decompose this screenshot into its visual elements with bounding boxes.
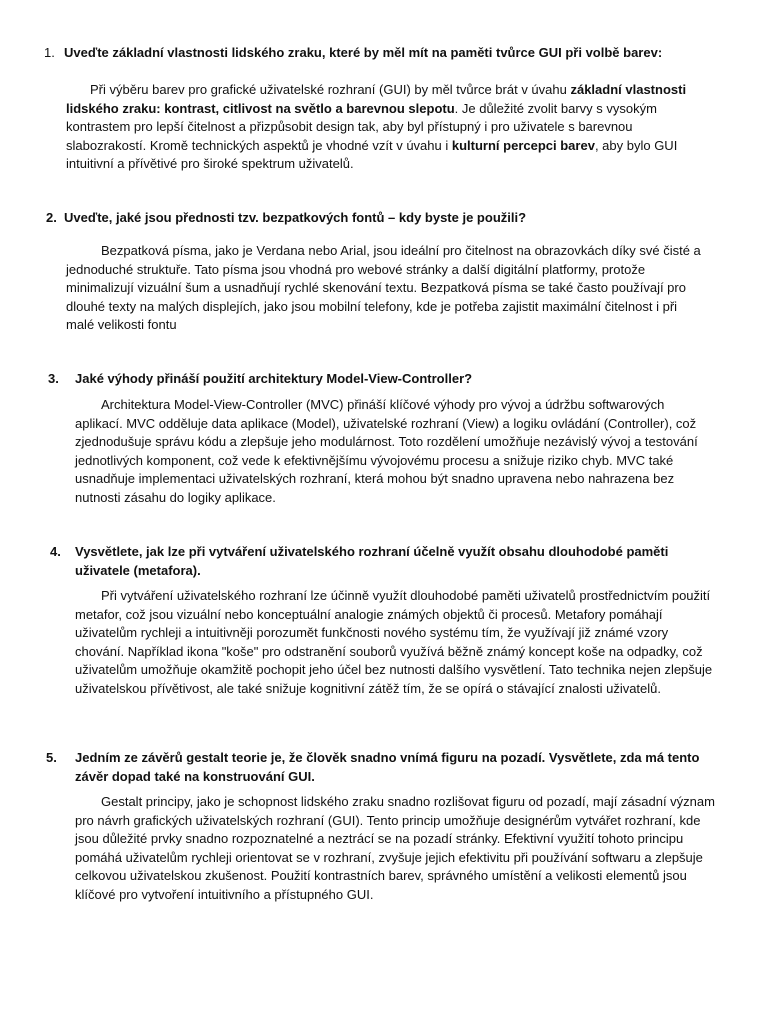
answer-emphasis: kulturní percepci barev xyxy=(451,137,595,153)
answer-text: Při výběru barev pro grafické uživatelské rozhraní (GUI) by měl tvůrce brát v úvahu xyxy=(90,82,571,97)
answer-text: Gestalt principy, jako je schopnost lidského zraku snadno rozlišovat figuru od pozadí, mají zásadní význam pro návrh grafických uživatelských rozhraní (GUI). Tento princip umožňuje designérům vytvářet rozhraní, kde jsou důležité prvky snadno rozpoznatelné a neztrácí se na pozadí stránky. Efektivní využití tohoto principu pomáhá uživatelům rychleji orientovat se v rozhraní, zvyšuje jejich efektivitu při používání softwaru a zlepšuje celkovou uživatelskou zkušenost. Použití kontrastních barev, správného umístění a velikosti elementů jsou klíčové pro vytvoření intuitivního a přístupného GUI. xyxy=(75,794,715,902)
answer-paragraph xyxy=(75,587,715,699)
answer-text: Při vytváření uživatelského rozhraní lze účinně využít dlouhodobé paměti uživatelů prostřednictvím použití metafor, což jsou vizuální nebo konceptuální analogie známých objektů či procesů. Metafory pomáhají uživatelům rychleji a intuitivněji porozumět funkčnosti nového systému tím, že využívají již známé vzory chování. Například ikona "koše" pro odstranění souborů využívá běžně známý koncept koše na odpadky, což uživatelům umožňuje okamžitě pochopit jeho účel bez nutnosti dalšího vysvětlení. Tato technika nejen zlepšuje uživatelskou přívětivost, ale také snižuje kognitivní zátěž tím, že se opírá o stávající znalosti uživatelů. xyxy=(75,588,713,696)
question-title: Vysvětlete, jak lze při vytváření uživatelského rozhraní účelně využít obsahu dlouhodobé paměti uživatele (metafora). xyxy=(75,544,669,578)
answer-paragraph xyxy=(75,396,705,508)
question-title: Uveďte základní vlastnosti lidského zraku, které by měl mít na paměti tvůrce GUI při volbě barev: xyxy=(64,45,663,60)
answer-text: , aby bylo GUI intuitivní a přívětivé pro široké spektrum uživatelů. xyxy=(66,137,678,172)
answer-paragraph xyxy=(66,242,706,335)
answer-paragraph xyxy=(66,81,706,174)
question-title: Jedním ze závěrů gestalt teorie je, že člověk snadno vnímá figuru na pozadí. Vysvětlete, zda má tento závěr dopad také na konstruování GUI. xyxy=(75,750,700,784)
answer-text: . Je důležité zvolit barvy s vysokým kontrastem pro lepší čitelnost a přizpůsobit design tak, aby byl přístupný i pro uživatele s barevnou slabozrakostí. Kromě technických aspektů je vhodné vzít v úvahu i xyxy=(66,100,657,153)
question-number: 2. xyxy=(46,210,57,225)
question-number: 5. xyxy=(46,750,57,765)
question-number: 1. xyxy=(44,45,55,60)
question-number: 4. xyxy=(50,544,61,559)
question-title: Uveďte, jaké jsou přednosti tzv. bezpatkových fontů – kdy byste je použili? xyxy=(64,210,527,225)
answer-text: Bezpatková písma, jako je Verdana nebo Arial, jsou ideální pro čitelnost na obrazovkách díky své čisté a jednoduché struktuře. Tato písma jsou vhodná pro webové stránky a další digitální platformy, protože minimalizují vizuální šum a usnadňují rychlé skenování textu. Bezpatková písma se také často používají pro dlouhé texty na malých displejích, jako jsou mobilní telefony, kde je potřeba zajistit maximální čitelnost i při malé velikosti fontu xyxy=(66,243,701,333)
question-title: Jaké výhody přináší použití architektury Model-View-Controller? xyxy=(75,371,473,386)
question-number: 3. xyxy=(48,371,59,386)
answer-paragraph xyxy=(75,793,715,905)
answer-text: Architektura Model-View-Controller (MVC) přináší klíčové výhody pro vývoj a údržbu softwarových aplikací. MVC odděluje data aplikace (Model), uživatelské rozhraní (View) a logiku ovládání (Controller), což zjednodušuje správu kódu a zlepšuje jeho modulárnost. Toto rozdělení umožňuje nezávislý vývoj a testování jednotlivých komponent, což vede k efektivnějšímu vývojovému procesu a snižuje riziko chyb. MVC také usnadňuje implementaci uživatelských rozhraní, která mohou být snadno upravena nebo nahrazena bez nutnosti zásahu do logiky aplikace. xyxy=(75,397,698,505)
answer-emphasis: základní vlastnosti lidského zraku: kontrast, citlivost na světlo a barevnou slepotu xyxy=(66,82,687,116)
